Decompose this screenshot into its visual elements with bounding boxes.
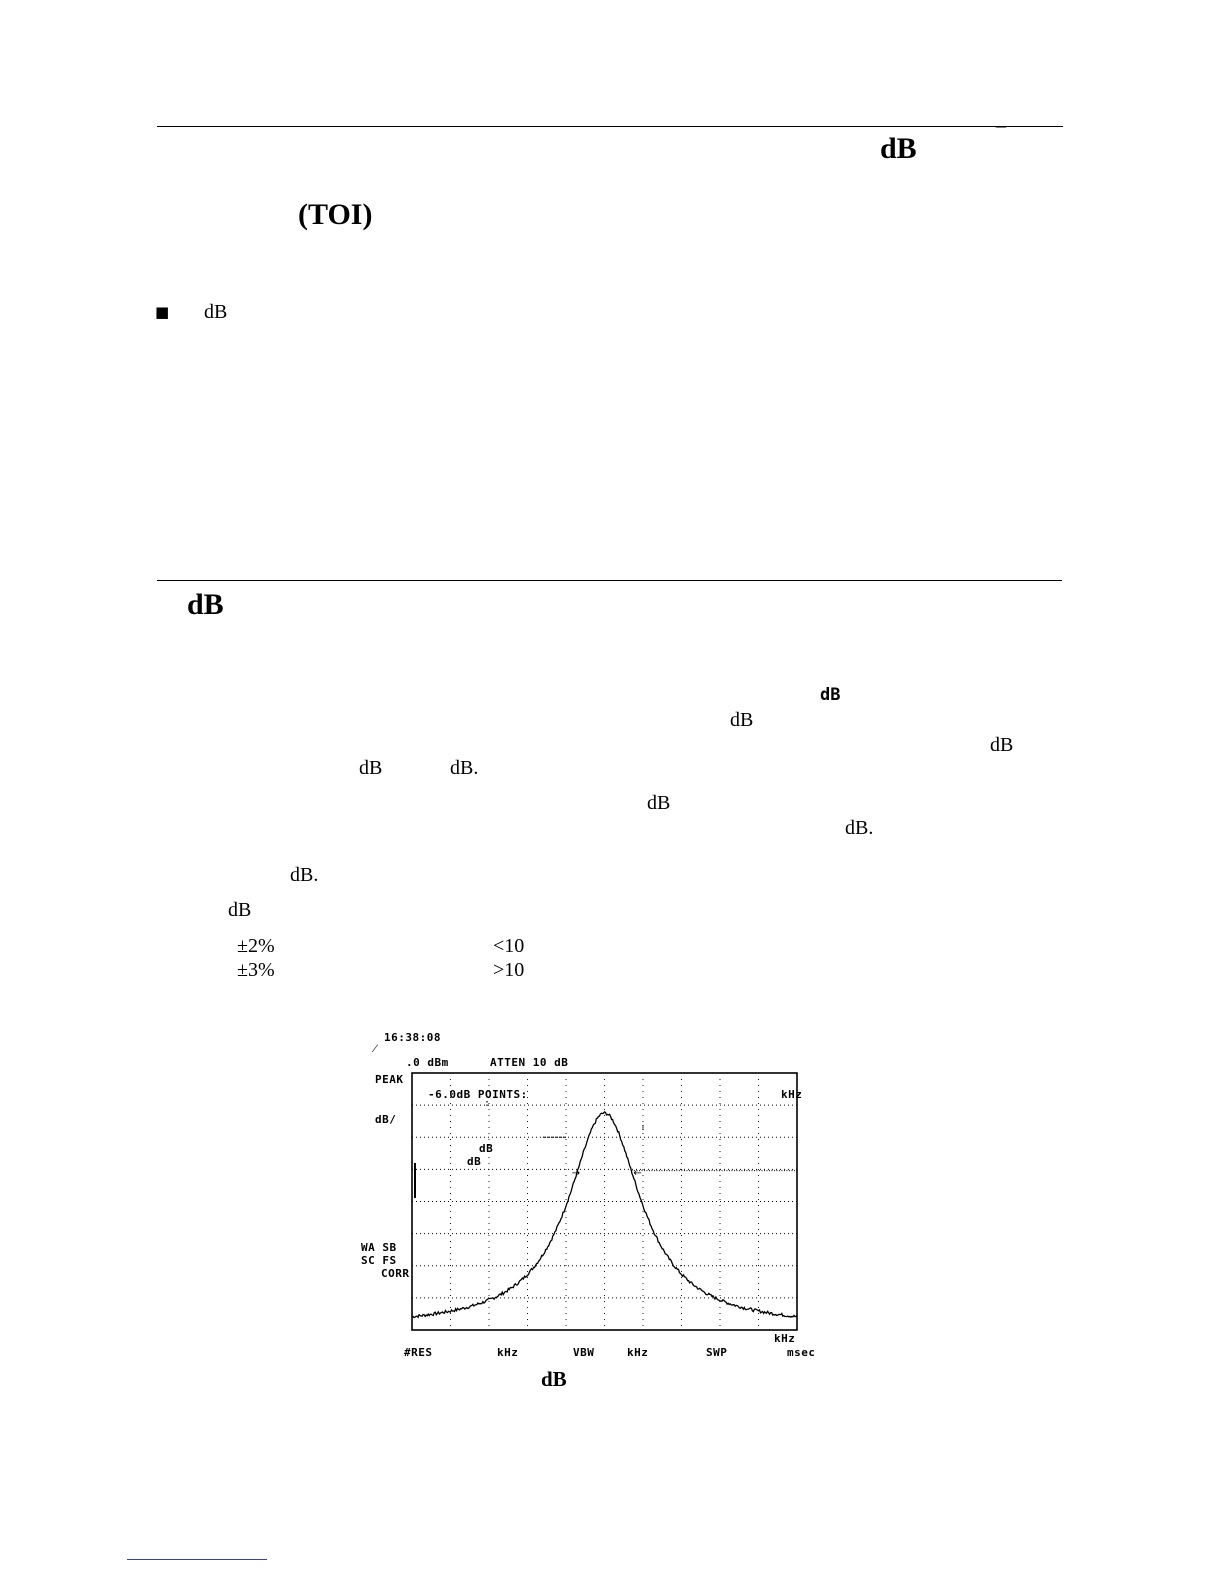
screen-swp-unit: msec — [787, 1346, 816, 1359]
body-db-7: dB. — [290, 864, 319, 886]
screen-ref-level: .0 dBm — [406, 1056, 449, 1069]
bullet-text: dB — [204, 301, 228, 323]
chart-marks — [484, 1098, 646, 1179]
screen-left-annot-2: SC FS — [361, 1254, 397, 1267]
top-rule — [157, 126, 1063, 127]
section1-heading-db: dB — [880, 132, 917, 165]
screen-logo-icon: ⁄ — [374, 1041, 377, 1055]
screen-res-unit: kHz — [497, 1346, 519, 1359]
screen-time: 16:38:08 — [384, 1031, 441, 1044]
screen-span-unit: kHz — [774, 1332, 796, 1345]
series-line-trace — [412, 1112, 797, 1318]
condition-1: <10 — [493, 935, 525, 957]
tolerance-2: ±3% — [237, 959, 275, 981]
header-underline-mark: _ — [996, 108, 1007, 128]
screen-vbw-label: VBW — [573, 1346, 595, 1359]
screen-res-label: #RES — [404, 1346, 433, 1359]
body-db-8: dB — [228, 899, 252, 921]
footer-link-rule — [127, 1559, 267, 1560]
condition-2: >10 — [493, 959, 525, 981]
body-db-4a: dB — [359, 757, 383, 779]
screen-marker-title: -6.0dB POINTS: — [428, 1088, 528, 1101]
body-db-2: dB — [730, 709, 754, 731]
screen-scale: dB/ — [375, 1113, 397, 1126]
body-db-3: dB — [990, 734, 1014, 756]
body-db-6: dB. — [845, 817, 874, 839]
screen-db-label-a: dB — [479, 1142, 494, 1155]
screen-atten: ATTEN 10 dB — [490, 1056, 569, 1069]
marker-colon-1: : — [484, 1098, 491, 1109]
section2-heading-db: dB — [187, 588, 224, 621]
figure-caption-db: dB — [541, 1367, 567, 1391]
body-db-1: dB — [820, 685, 841, 705]
section1-heading-toi: (TOI) — [298, 198, 373, 231]
screen-left-annot-1: WA SB — [361, 1241, 397, 1254]
body-db-5: dB — [647, 792, 671, 814]
marker-colon-2: : — [640, 1122, 647, 1133]
section-rule — [157, 580, 1062, 581]
screen-vbw-unit: kHz — [627, 1346, 649, 1359]
marker-arrow-left: ← — [633, 1167, 642, 1179]
tolerance-1: ±2% — [237, 935, 275, 957]
screen-db-label-b: dB — [467, 1155, 482, 1168]
bullet-marker: ■ — [155, 303, 170, 321]
body-db-4b: dB. — [450, 757, 479, 779]
marker-arrow-right: → — [571, 1167, 581, 1179]
screen-marker-unit: kHz — [781, 1088, 803, 1101]
chart-grid — [412, 1079, 797, 1330]
screen-swp-label: SWP — [706, 1346, 728, 1359]
screen-left-annot-3: CORR — [381, 1267, 410, 1280]
spectrum-chart — [360, 1026, 810, 1336]
screen-peak: PEAK — [375, 1073, 404, 1086]
